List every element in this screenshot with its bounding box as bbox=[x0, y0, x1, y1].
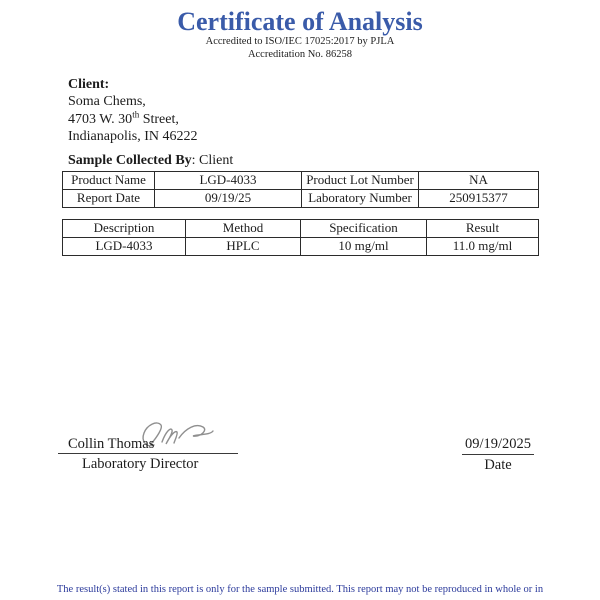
info-cell-report-date-label: Report Date bbox=[63, 189, 155, 207]
client-city-line: Indianapolis, IN 46222 bbox=[68, 129, 198, 145]
signature-line bbox=[58, 453, 238, 454]
client-street bbox=[68, 111, 600, 128]
info-cell-lab-number-value: 250915377 bbox=[419, 189, 539, 207]
signature-date-value: 09/19/2025 bbox=[462, 436, 534, 455]
results-cell-description: LGD-4033 bbox=[63, 237, 186, 255]
signature-block bbox=[0, 423, 600, 478]
results-cell-method: HPLC bbox=[186, 237, 301, 255]
footer-disclaimer: The result(s) stated in this report is only for the sample submitted. This report may not be reproduced in whole or in bbox=[56, 584, 544, 595]
sample-collected-by-label: Sample Collected By bbox=[68, 152, 192, 168]
info-table bbox=[62, 171, 539, 208]
client-block bbox=[68, 76, 600, 146]
signatory-role: Laboratory Director bbox=[82, 456, 199, 472]
info-cell-report-date-value: 09/19/25 bbox=[155, 189, 302, 207]
client-street-rest: Street, bbox=[139, 111, 179, 127]
results-header-result: Result bbox=[427, 219, 539, 237]
info-cell-lot-number-value: NA bbox=[419, 171, 539, 189]
results-header-method: Method bbox=[186, 219, 301, 237]
client-street-number: 4703 W. 30 bbox=[68, 111, 133, 127]
table-row bbox=[63, 189, 539, 207]
results-cell-specification: 10 mg/ml bbox=[301, 237, 427, 255]
signatory-name: Collin Thomas bbox=[68, 436, 155, 452]
page-title: Certificate of Analysis bbox=[177, 7, 423, 36]
table-row bbox=[63, 237, 539, 255]
client-name: Soma Chems, bbox=[68, 94, 146, 110]
signature-date-label: Date bbox=[484, 457, 512, 473]
sample-collected-by-value: : Client bbox=[191, 152, 234, 168]
client-label: Client: bbox=[68, 77, 110, 92]
info-cell-lot-number-label: Product Lot Number bbox=[302, 171, 419, 189]
table-header-row bbox=[63, 219, 539, 237]
sample-collected-by-line bbox=[68, 153, 600, 168]
results-header-description: Description bbox=[63, 219, 186, 237]
info-cell-product-name-value: LGD-4033 bbox=[155, 171, 302, 189]
results-header-specification: Specification bbox=[301, 219, 427, 237]
info-cell-lab-number-label: Laboratory Number bbox=[302, 189, 419, 207]
accreditation-line-1: Accredited to ISO/IEC 17025:2017 by PJLA bbox=[205, 36, 395, 47]
results-cell-result: 11.0 mg/ml bbox=[427, 237, 539, 255]
results-table bbox=[62, 219, 539, 256]
client-street-ordinal: th bbox=[132, 109, 140, 120]
table-row bbox=[63, 171, 539, 189]
accreditation-line-2: Accreditation No. 86258 bbox=[247, 48, 353, 60]
info-cell-product-name-label: Product Name bbox=[63, 171, 155, 189]
signature-date-block bbox=[458, 436, 538, 474]
